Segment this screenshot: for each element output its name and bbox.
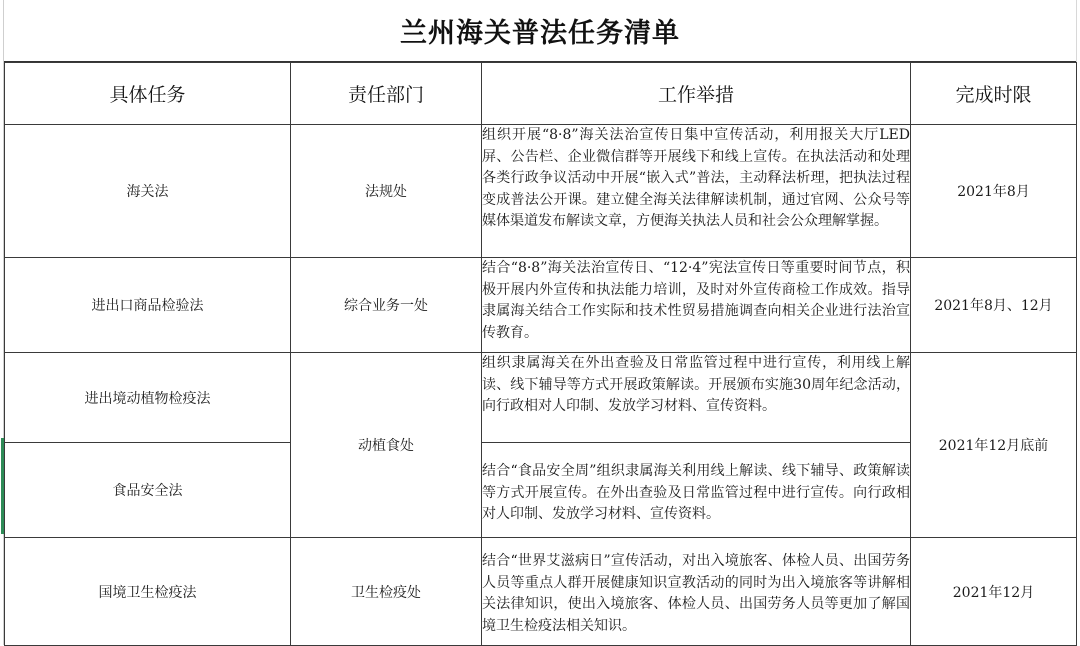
deadline-cell-merged[interactable]: 2021年12月底前 — [911, 353, 1077, 538]
task-cell[interactable]: 进出口商品检验法 — [5, 258, 291, 353]
task-cell[interactable]: 海关法 — [5, 125, 291, 258]
dept-cell-merged[interactable]: 动植食处 — [291, 353, 482, 538]
measure-cell[interactable]: 结合“世界艾滋病日”宣传活动，对出入境旅客、体检人员、出国劳务人员等重点人群开展健康知识宣教活动的同时为出入境旅客等讲解相关法律知识，使出入境旅客、体检人员、出国劳务人员等更加了解国境卫生检疫法相关知识。 — [482, 538, 911, 646]
task-table — [4, 62, 1077, 646]
sheet-title[interactable]: 兰州海关普法任务清单 — [4, 0, 1076, 62]
header-measure[interactable]: 工作举措 — [482, 63, 911, 125]
measure-cell[interactable]: 组织开展“8·8”海关法治宣传日集中宣传活动，利用报关大厅LED屏、公告栏、企业微信群等开展线下和线上宣传。在执法活动和处理各类行政争议活动中开展“嵌入式”普法，主动释法析理，把执法过程变成普法公开课。建立健全海关法律解读机制，通过官网、公众号等媒体渠道发布解读文章，方便海关执法人员和社会公众理解掌握。 — [482, 125, 911, 258]
dept-cell[interactable]: 卫生检疫处 — [291, 538, 482, 646]
measure-cell[interactable]: 结合“食品安全周”组织隶属海关利用线上解读、线下辅导、政策解读等方式开展宣传。在外出查验及日常监管过程中进行宣传。向行政相对人印制、发放学习材料、宣传资料。 — [482, 443, 911, 538]
active-cell-indicator — [1, 438, 4, 534]
task-cell[interactable]: 国境卫生检疫法 — [5, 538, 291, 646]
deadline-cell[interactable]: 2021年8月、12月 — [911, 258, 1077, 353]
table-row — [5, 125, 1077, 258]
deadline-cell[interactable]: 2021年8月 — [911, 125, 1077, 258]
header-task[interactable]: 具体任务 — [5, 63, 291, 125]
header-deadline[interactable]: 完成时限 — [911, 63, 1077, 125]
dept-cell[interactable]: 法规处 — [291, 125, 482, 258]
table-row — [5, 353, 1077, 443]
table-row — [5, 538, 1077, 646]
measure-cell[interactable]: 组织隶属海关在外出查验及日常监管过程中进行宣传，利用线上解读、线下辅导等方式开展政策解读。开展颁布实施30周年纪念活动，向行政相对人印制、发放学习材料、宣传资料。 — [482, 353, 911, 443]
task-cell[interactable]: 食品安全法 — [5, 443, 291, 538]
dept-cell[interactable]: 综合业务一处 — [291, 258, 482, 353]
table-row — [5, 258, 1077, 353]
task-cell[interactable]: 进出境动植物检疫法 — [5, 353, 291, 443]
measure-cell[interactable]: 结合“8·8”海关法治宣传日、“12·4”宪法宣传日等重要时间节点，积极开展内外宣传和执法能力培训，及时对外宣传商检工作成效。指导隶属海关结合工作实际和技术性贸易措施调查向相关企业进行法治宣传教育。 — [482, 258, 911, 353]
header-dept[interactable]: 责任部门 — [291, 63, 482, 125]
header-row — [5, 63, 1077, 125]
deadline-cell[interactable]: 2021年12月 — [911, 538, 1077, 646]
